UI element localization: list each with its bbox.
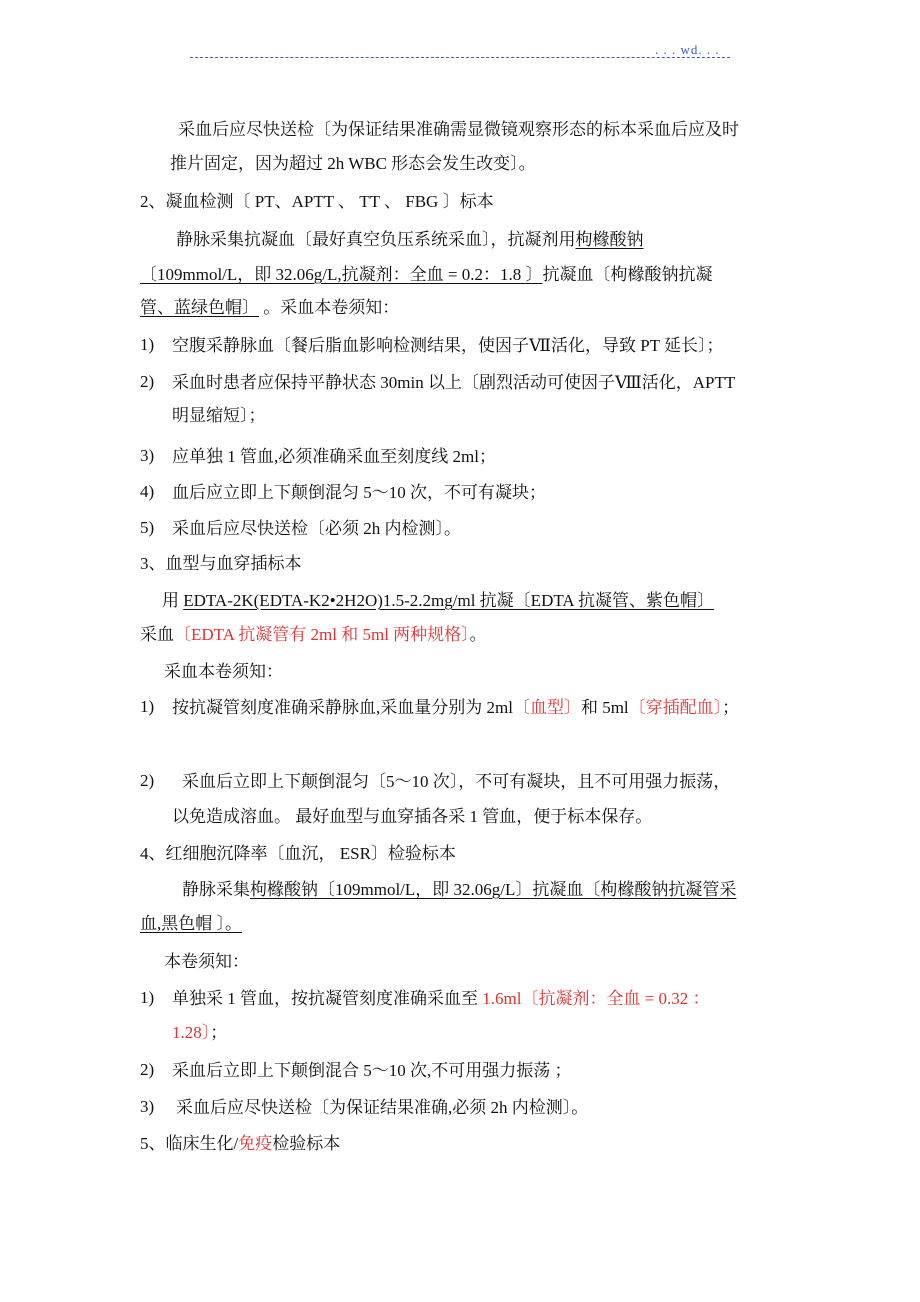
header-mark: . . . wd. . .: [655, 42, 720, 57]
text-span: 和 5ml: [580, 698, 629, 717]
text-span: 单独采 1 管血，按抗凝管刻度准确采血至: [172, 989, 483, 1008]
list-item-continuation: [172, 1022, 227, 1044]
list-number: 3): [140, 1097, 155, 1116]
list-number: 1): [140, 335, 155, 354]
list-item: [172, 988, 710, 1010]
list-item: 采血后应尽快送检〔为保证结果准确,必须 2h 内检测〕。: [176, 1098, 589, 1117]
underlined-text: 血,黑色帽 〕。: [140, 914, 242, 933]
list-item: 采血后立即上下颠倒混匀〔5～10 次〕，不可有凝块，且不可用强力振荡，: [182, 772, 731, 791]
note-heading: 采血本卷须知：: [164, 662, 283, 681]
list-item: 采血时患者应保持平静状态 30min 以上〔剧烈活动可使因子Ⅷ活化，APTT: [172, 373, 736, 392]
paragraph-line: [140, 624, 487, 646]
list-item-continuation: 明显缩短〕；: [172, 406, 266, 425]
text-span: ；: [722, 698, 740, 717]
text-span: 按抗凝管刻度准确采静脉血,采血量分别为 2ml: [172, 698, 513, 717]
text-span: 抗凝血〔枸橼酸钠抗凝: [542, 265, 713, 284]
paragraph-line: [140, 913, 242, 935]
paragraph-line: 推片固定，因为超过 2h WBC 形态会发生改变〕。: [170, 154, 536, 173]
underlined-text: 枸橼酸钠〔109mmol/L，即 32.06g/L〕抗凝血〔枸橼酸钠抗凝管采: [250, 880, 737, 899]
text-span: 检验标本: [272, 1134, 341, 1153]
underlined-text: 枸橼酸钠: [575, 230, 644, 249]
note-heading: 本卷须知：: [164, 952, 249, 971]
list-item: [172, 697, 739, 719]
highlighted-text: 1.6ml〔抗凝剂：全血 = 0.32 ：: [482, 989, 710, 1008]
list-item: 应单独 1 管血,必须准确采血至刻度线 2ml；: [172, 447, 496, 466]
header-dashed-rule: [190, 57, 730, 58]
underlined-text: 管、蓝绿色帽〕: [140, 298, 259, 317]
paragraph-line: 采血后应尽快送检〔为保证结果准确需显微镜观察形态的标本采血后应及时: [178, 120, 739, 139]
list-number: 4): [140, 482, 155, 501]
paragraph-line: [162, 590, 714, 612]
list-number: 1): [140, 697, 155, 716]
text-span: 用: [162, 591, 184, 610]
list-item: 采血后应尽快送检〔必须 2h 内检测〕。: [172, 519, 461, 538]
highlighted-text: 1.28〕: [172, 1023, 211, 1042]
paragraph-line: [140, 297, 399, 319]
text-span: ；: [210, 1023, 228, 1042]
list-number: 3): [140, 446, 155, 465]
highlighted-text: 免疫: [238, 1134, 273, 1153]
text-span: 5、临床生化/: [140, 1134, 239, 1153]
text-span: 静脉采集抗凝血〔最好真空负压系统采血〕，抗凝剂用: [176, 230, 576, 249]
text-span: 静脉采集: [182, 880, 250, 899]
section-heading: 4、红细胞沉降率〔血沉， ESR〕检验标本: [140, 844, 456, 863]
section-heading: 2、凝血检测〔 PT、APTT 、 TT 、 FBG 〕标本: [140, 192, 494, 211]
list-number: 2): [140, 1060, 155, 1079]
underlined-text: EDTA-2K(EDTA-K2•2H2O)1.5-2.2mg/ml 抗凝〔EDTA 抗凝管、紫色帽〕: [183, 591, 714, 610]
text-span: 采血: [140, 625, 174, 644]
list-number: 2): [140, 771, 155, 790]
list-number: 2): [140, 372, 155, 391]
list-number: 5): [140, 518, 155, 537]
list-item: 采血后立即上下颠倒混合 5～10 次,不可用强力振荡 ；: [172, 1061, 572, 1080]
section-heading: 3、血型与血穿插标本: [140, 554, 302, 573]
text-span: 。采血本卷须知：: [259, 298, 400, 317]
highlighted-text: 〔穿插配血〕: [628, 698, 723, 717]
paragraph-line: [182, 879, 736, 901]
text-span: 。: [469, 625, 487, 644]
list-item-continuation: 以免造成溶血。 最好血型与血穿插各采 1 管血，便于标本保存。: [172, 807, 653, 826]
paragraph-line: [176, 229, 644, 251]
section-heading: [140, 1133, 340, 1155]
list-item: 血后应立即上下颠倒混匀 5～10 次，不可有凝块；: [172, 483, 546, 502]
list-item: 空腹采静脉血〔餐后脂血影响检测结果，使因子Ⅶ活化，导致 PT 延长〕；: [172, 336, 724, 355]
highlighted-text: 〔血型〕: [512, 698, 581, 717]
underlined-text: 〔109mmol/L，即 32.06g/L,抗凝剂：全血 = 0.2：1.8 〕: [140, 265, 543, 284]
list-number: 1): [140, 988, 155, 1007]
paragraph-line: [140, 264, 712, 286]
highlighted-text: 〔EDTA 抗凝管有 2ml 和 5ml 两种规格〕: [174, 625, 470, 644]
